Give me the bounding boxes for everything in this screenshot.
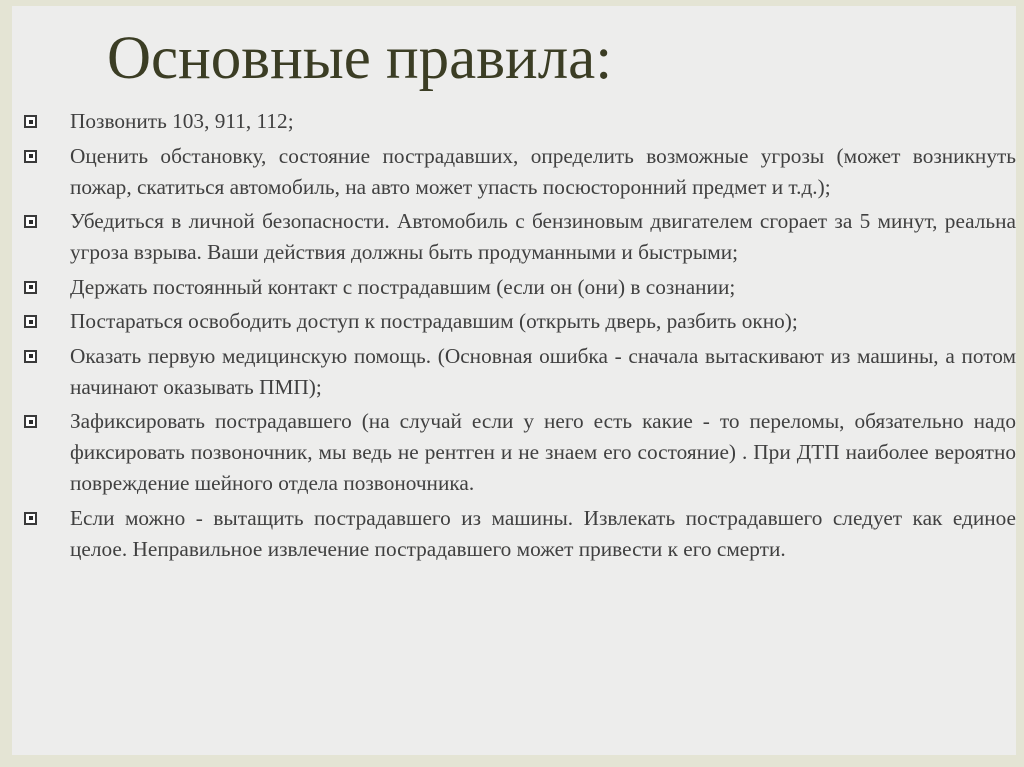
list-item-text: Постараться освободить доступ к пострадавшим (открыть дверь, разбить окно); (70, 309, 798, 333)
square-bullet-icon (24, 512, 37, 525)
square-bullet-icon (24, 150, 37, 163)
bullet-list (70, 106, 1016, 568)
list-item (70, 206, 1016, 268)
square-bullet-icon (24, 315, 37, 328)
list-item (70, 406, 1016, 499)
square-bullet-icon (24, 415, 37, 428)
list-item-text: Оценить обстановку, состояние пострадавших, определить возможные угрозы (может возникнуть пожар, скатиться автомобиль, на авто может упасть посюсторонний предмет и т.д.); (70, 143, 1016, 199)
list-item-text: Позвонить 103, 911, 112; (70, 109, 294, 133)
list-item (70, 341, 1016, 403)
list-item (70, 141, 1016, 203)
slide-title: Основные правила: (107, 25, 613, 92)
list-item-text: Держать постоянный контакт с пострадавшим (если он (они) в сознании; (70, 274, 736, 299)
list-item (70, 306, 1016, 337)
list-item-text: Зафиксировать пострадавшего (на случай если у него есть какие - то переломы, обязательно надо фиксировать позвоночник, мы ведь не рентген и не знаем его состояние) . При ДТП наиболее вероятно повреждение шейного отдела позвоночника. (70, 409, 1016, 495)
list-item-text: Оказать первую медицинскую помощь. (Основная ошибка - сначала вытаскивают из машины, а потом начинают оказывать ПМП); (70, 343, 1016, 399)
square-bullet-icon (24, 215, 37, 228)
square-bullet-icon (24, 115, 37, 128)
list-item-text: Если можно - вытащить пострадавшего из машины. Извлекать пострадавшего следует как единое целое. Неправильное извлечение пострадавшего может привести к его смерти. (70, 505, 1016, 561)
list-item-text: Убедиться в личной безопасности. Автомобиль с бензиновым двигателем сгорает за 5 минут, реальна угроза взрыва. Ваши действия должны быть продуманными и быстрыми; (70, 209, 1016, 264)
list-item (70, 503, 1016, 565)
list-item (70, 106, 1016, 137)
square-bullet-icon (24, 281, 37, 294)
list-item (70, 272, 1016, 303)
square-bullet-icon (24, 350, 37, 363)
